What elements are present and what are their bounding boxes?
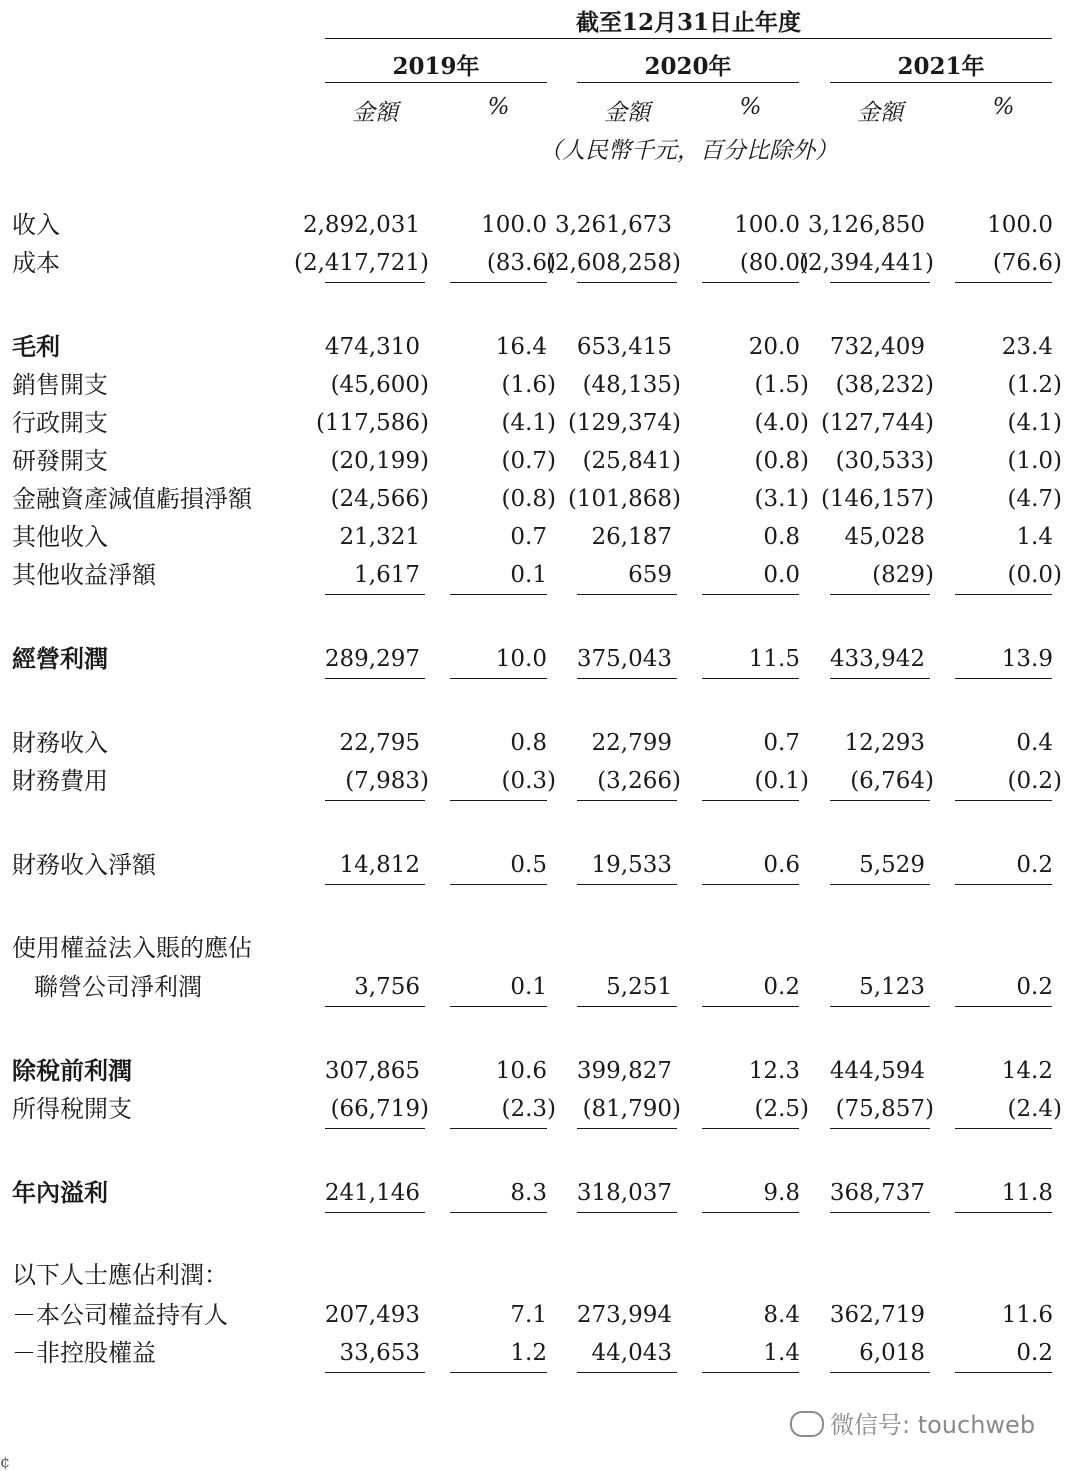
table-cell: (2.5) [754,1096,809,1122]
table-cell: 732,409 [829,334,925,360]
table-cell: 11.8 [1001,1180,1053,1206]
table-cell: (20,199) [330,448,429,474]
subtotal-rule [450,678,547,679]
table-cell: 10.0 [495,646,547,672]
table-cell: 1.4 [1016,524,1053,550]
table-cell: 5,251 [606,974,672,1000]
subtotal-rule [325,884,425,885]
subtotal-rule [830,800,930,801]
table-cell: 273,994 [576,1302,672,1328]
table-cell: 474,310 [324,334,420,360]
table-cell: 3,756 [354,974,420,1000]
subtotal-rule [955,594,1052,595]
table-cell: 14,812 [339,852,420,878]
table-cell: 20.0 [748,334,800,360]
percent-header-2019: % [487,94,510,120]
subtotal-rule [577,1212,677,1213]
table-cell: 0.8 [763,524,800,550]
table-cell: (0.7) [501,448,556,474]
table-cell: (24,566) [330,486,429,512]
subtotal-rule [450,1128,547,1129]
table-cell: 12,293 [844,730,925,756]
row-label: －本公司權益持有人 [12,1301,228,1329]
table-cell: (1.2) [1007,372,1062,398]
row-label: 金融資產減值虧損淨額 [12,485,252,513]
table-cell: 8.4 [763,1302,800,1328]
table-cell: 0.7 [510,524,547,550]
table-cell: 0.4 [1016,730,1053,756]
table-cell: (4.7) [1007,486,1062,512]
table-cell: 11.6 [1001,1302,1053,1328]
table-cell: 0.2 [1016,852,1053,878]
table-cell: 0.7 [763,730,800,756]
table-cell: 0.1 [510,562,547,588]
table-cell: 19,533 [591,852,672,878]
table-cell: 0.2 [763,974,800,1000]
subtotal-rule [325,1372,425,1373]
subtotal-rule [450,594,547,595]
table-cell: (129,374) [567,410,681,436]
table-cell: 1.2 [510,1340,547,1366]
table-cell: (1.6) [501,372,556,398]
subtotal-rule [702,1128,799,1129]
table-cell: 5,123 [859,974,925,1000]
unit-note: （人民幣千元，百分比除外） [539,138,838,164]
row-label: －非控股權益 [12,1339,156,1367]
subtotal-rule [955,1212,1052,1213]
watermark-text: 微信号: touchweb [830,1411,1036,1439]
table-cell: 22,799 [591,730,672,756]
table-cell: (30,533) [835,448,934,474]
row-label: 行政開支 [12,409,108,437]
subtotal-rule [325,594,425,595]
table-cell: (2.3) [501,1096,556,1122]
subtotal-rule [325,800,425,801]
subtotal-rule [450,800,547,801]
table-cell: (80.0) [739,250,809,276]
subtotal-rule [702,884,799,885]
table-cell: (117,586) [315,410,429,436]
table-cell: 8.3 [510,1180,547,1206]
subtotal-rule [955,800,1052,801]
table-cell: (2,394,441) [798,250,934,276]
table-cell: (2,608,258) [545,250,681,276]
table-cell: 16.4 [495,334,547,360]
table-cell: (83.6) [486,250,556,276]
row-label: 毛利 [12,332,60,361]
subtotal-rule [955,884,1052,885]
table-cell: 2,892,031 [302,212,420,238]
table-cell: (0.8) [754,448,809,474]
subtotal-rule [450,1006,547,1007]
table-cell: (3,266) [597,768,681,794]
subtotal-rule [830,1212,930,1213]
table-cell: 22,795 [339,730,420,756]
table-cell: (101,868) [567,486,681,512]
table-cell: 653,415 [576,334,672,360]
subtotal-rule [830,1128,930,1129]
amount-header-2019: 金額 [352,100,398,126]
subtotal-rule [830,594,930,595]
row-label: 除稅前利潤 [12,1056,132,1085]
table-cell: (0.3) [501,768,556,794]
period-header: 截至12月31日止年度 [575,9,801,36]
subtotal-rule [325,1212,425,1213]
year-2019-header: 2019年 [392,53,480,80]
year-2021-header: 2021年 [897,53,985,80]
row-label: 財務收入 [12,729,108,757]
subtotal-rule [955,1128,1052,1129]
subtotal-rule [577,678,677,679]
table-cell: 289,297 [324,646,420,672]
percent-header-2020: % [739,94,762,120]
table-cell: 33,653 [339,1340,420,1366]
subtotal-rule [955,282,1052,283]
table-cell: (0.1) [754,768,809,794]
table-cell: (66,719) [330,1096,429,1122]
table-cell: 444,594 [829,1058,925,1084]
year-rule-2019 [325,82,547,83]
subtotal-rule [830,678,930,679]
table-cell: 433,942 [829,646,925,672]
table-cell: (1.5) [754,372,809,398]
subtotal-rule [450,884,547,885]
amount-header-2021: 金額 [857,100,903,126]
table-cell: 10.6 [495,1058,547,1084]
table-cell: 26,187 [591,524,672,550]
table-cell: 0.1 [510,974,547,1000]
table-cell: 399,827 [576,1058,672,1084]
row-label: 聯營公司淨利潤 [34,973,202,1001]
row-label: 財務費用 [12,767,108,795]
table-cell: 1.4 [763,1340,800,1366]
table-cell: (0.8) [501,486,556,512]
subtotal-rule [955,678,1052,679]
table-cell: 0.5 [510,852,547,878]
table-cell: 0.0 [763,562,800,588]
table-cell: (25,841) [582,448,681,474]
row-label: 以下人士應佔利潤： [12,1261,228,1289]
subtotal-rule [325,1128,425,1129]
table-cell: (4.1) [1007,410,1062,436]
subtotal-rule [702,1372,799,1373]
table-cell: 13.9 [1001,646,1053,672]
subtotal-rule [702,282,799,283]
row-label: 成本 [12,249,60,277]
table-cell: (3.1) [754,486,809,512]
subtotal-rule [577,884,677,885]
table-cell: 100.0 [987,212,1053,238]
table-cell: 659 [628,562,672,588]
table-cell: 44,043 [591,1340,672,1366]
percent-header-2021: % [992,94,1015,120]
table-cell: 14.2 [1001,1058,1053,1084]
table-cell: 11.5 [748,646,800,672]
table-cell: (75,857) [835,1096,934,1122]
table-cell: 375,043 [576,646,672,672]
row-label: 經營利潤 [12,644,108,673]
table-cell: (1.0) [1007,448,1062,474]
subtotal-rule [577,800,677,801]
corner-mark: ¢ [0,1452,11,1471]
table-cell: (0.2) [1007,768,1062,794]
subtotal-rule [450,1212,547,1213]
table-cell: (81,790) [582,1096,681,1122]
table-cell: 318,037 [576,1180,672,1206]
table-cell: (4.1) [501,410,556,436]
table-cell: (45,600) [330,372,429,398]
table-cell: (4.0) [754,410,809,436]
row-label: 財務收入淨額 [12,851,156,879]
table-cell: 1,617 [354,562,420,588]
row-label: 使用權益法入賬的應佔 [12,934,252,962]
row-label: 年內溢利 [12,1178,108,1207]
subtotal-rule [955,1372,1052,1373]
subtotal-rule [830,1006,930,1007]
table-cell: 0.6 [763,852,800,878]
subtotal-rule [702,678,799,679]
table-cell: 207,493 [324,1302,420,1328]
subtotal-rule [577,282,677,283]
subtotal-rule [702,800,799,801]
table-cell: (0.0) [1007,562,1062,588]
subtotal-rule [325,678,425,679]
subtotal-rule [702,594,799,595]
table-cell: 0.2 [1016,974,1053,1000]
table-cell: 12.3 [748,1058,800,1084]
row-label: 其他收入 [12,523,108,551]
table-cell: 23.4 [1001,334,1053,360]
table-cell: 0.8 [510,730,547,756]
table-cell: (829) [872,562,934,588]
subtotal-rule [702,1212,799,1213]
subtotal-rule [450,282,547,283]
year-2020-header: 2020年 [644,53,732,80]
table-cell: (76.6) [992,250,1062,276]
table-cell: 362,719 [829,1302,925,1328]
table-cell: 100.0 [734,212,800,238]
wechat-icon [790,1411,824,1437]
table-cell: 307,865 [324,1058,420,1084]
table-cell: (2,417,721) [293,250,429,276]
subtotal-rule [577,1128,677,1129]
row-label: 所得稅開支 [12,1095,132,1123]
subtotal-rule [577,594,677,595]
table-cell: 45,028 [844,524,925,550]
table-cell: 7.1 [510,1302,547,1328]
subtotal-rule [955,1006,1052,1007]
table-cell: (2.4) [1007,1096,1062,1122]
row-label: 研發開支 [12,447,108,475]
subtotal-rule [577,1006,677,1007]
subtotal-rule [325,1006,425,1007]
subtotal-rule [577,1372,677,1373]
period-rule [325,38,1052,39]
table-cell: 241,146 [324,1180,420,1206]
watermark [790,1405,1035,1440]
year-rule-2020 [577,82,799,83]
subtotal-rule [702,1006,799,1007]
amount-header-2020: 金額 [604,100,650,126]
subtotal-rule [830,884,930,885]
subtotal-rule [830,1372,930,1373]
table-cell: (7,983) [345,768,429,794]
subtotal-rule [450,1372,547,1373]
table-cell: 9.8 [763,1180,800,1206]
year-rule-2021 [830,82,1052,83]
table-cell: 368,737 [829,1180,925,1206]
row-label: 收入 [12,211,60,239]
table-cell: 5,529 [859,852,925,878]
table-cell: (48,135) [582,372,681,398]
table-cell: (38,232) [835,372,934,398]
subtotal-rule [830,282,930,283]
table-cell: (146,157) [820,486,934,512]
table-cell: 6,018 [859,1340,925,1366]
table-cell: 3,261,673 [554,212,672,238]
table-cell: 0.2 [1016,1340,1053,1366]
table-cell: 100.0 [481,212,547,238]
subtotal-rule [325,282,425,283]
table-cell: 21,321 [339,524,420,550]
table-cell: 3,126,850 [807,212,925,238]
row-label: 銷售開支 [12,371,108,399]
table-cell: (127,744) [820,410,934,436]
table-cell: (6,764) [850,768,934,794]
row-label: 其他收益淨額 [12,561,156,589]
